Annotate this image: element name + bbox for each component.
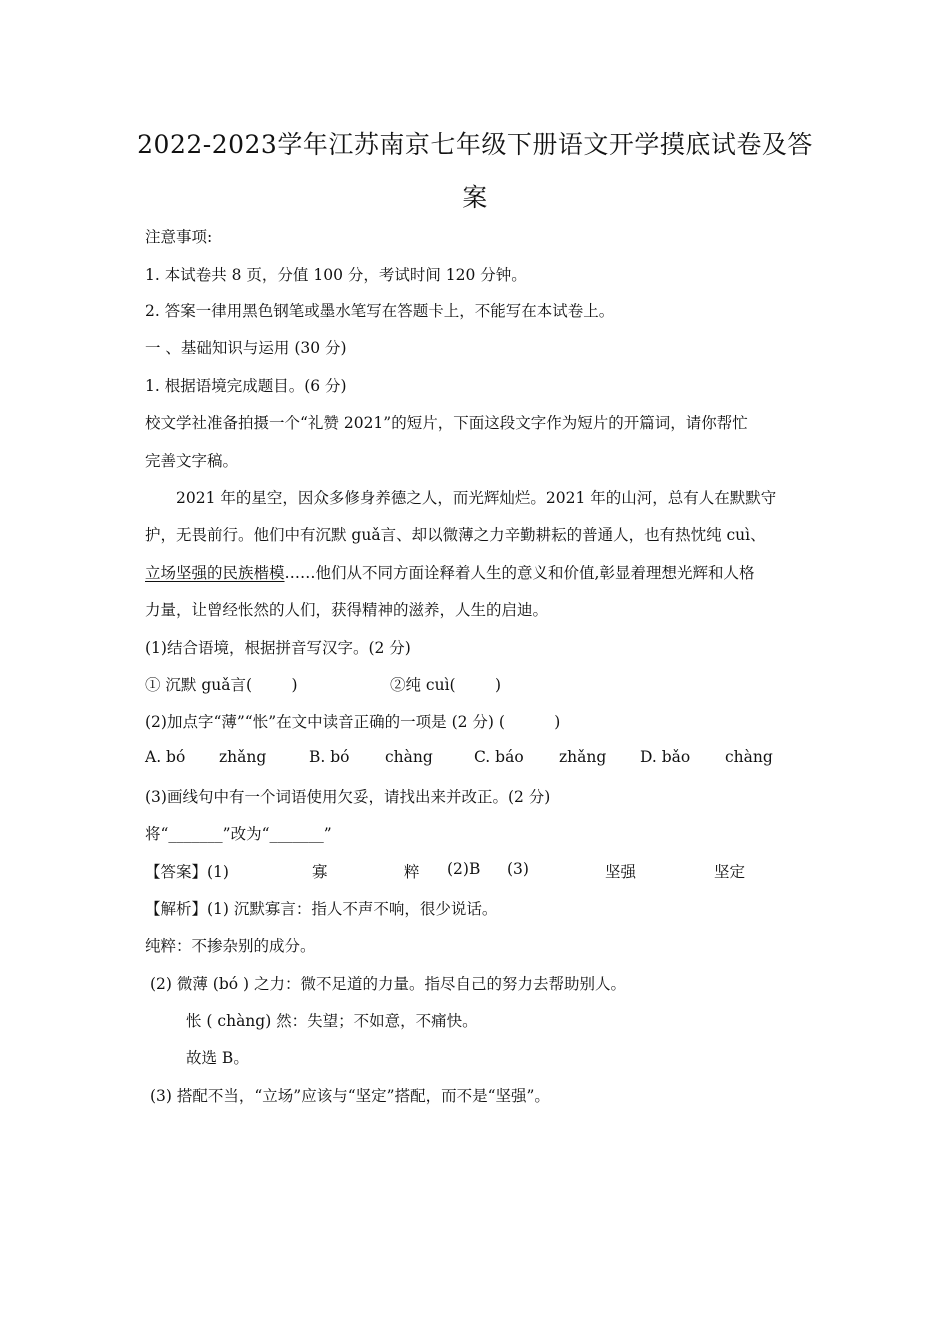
option-a-reading: zhǎng <box>219 748 267 766</box>
passage-line-2: 护，无畏前行。他们中有沉默 guǎ言、却以微薄之力辛勤耕耘的普通人，也有热忱纯 cuì、 <box>145 526 766 544</box>
subquestion-2: (2)加点字“薄”“怅”在文中读音正确的一项是 (2 分) ( ) <box>145 713 561 731</box>
option-d-label: D. bǎo <box>640 748 691 766</box>
analysis-line-4: 怅 ( chàng) 然：失望；不如意，不痛快。 <box>186 1012 478 1030</box>
subquestion-1: (1)结合语境，根据拼音写汉字。(2 分) <box>145 639 411 657</box>
question-1: 1. 根据语境完成题目。(6 分) <box>145 377 347 395</box>
option-b-label: B. bó <box>309 748 350 766</box>
subquestion-3-fill: 将“_______”改为“_______” <box>145 825 332 843</box>
document-title-line-1: 2022-2023学年江苏南京七年级下册语文开学摸底试卷及答 <box>137 130 813 159</box>
answer-3b: 坚定 <box>714 863 746 881</box>
subquestion-1-item-a: ① 沉默 guǎ言( ) <box>145 676 298 694</box>
passage-line-3-rest: ……他们从不同方面诠释着人生的意义和价值,彰显着理想光辉和人格 <box>284 564 755 582</box>
option-a-label: A. bó <box>145 748 186 766</box>
passage-line-1: 2021 年的星空，因众多修身养德之人，而光辉灿烂。2021 年的山河，总有人在默默守 <box>176 489 777 507</box>
passage-line-4: 力量，让曾经怅然的人们，获得精神的滋养，人生的启迪。 <box>145 601 549 619</box>
notes-header: 注意事项: <box>145 228 213 246</box>
passage-line-3 <box>145 561 754 583</box>
option-c-label: C. báo <box>474 748 524 766</box>
option-b-reading: chàng <box>385 748 433 766</box>
analysis-line-3: (2) 微薄 (bó ) 之力：微不足道的力量。指尽自己的努力去帮助别人。 <box>150 975 627 993</box>
intro-line-2: 完善文字稿。 <box>145 452 239 470</box>
answer-3: (3) <box>507 860 529 878</box>
answer-1b: 粹 <box>404 863 420 881</box>
answer-label: 【答案】(1) <box>145 863 229 881</box>
option-c-reading: zhǎng <box>559 748 607 766</box>
subquestion-3: (3)画线句中有一个词语使用欠妥，请找出来并改正。(2 分) <box>145 788 551 806</box>
note-1: 1. 本试卷共 8 页，分值 100 分，考试时间 120 分钟。 <box>145 266 527 284</box>
option-d-reading: chàng <box>725 748 773 766</box>
note-2: 2. 答案一律用黑色钢笔或墨水笔写在答题卡上，不能写在本试卷上。 <box>145 302 615 320</box>
analysis-line-2: 纯粹：不掺杂别的成分。 <box>145 937 316 955</box>
underlined-phrase: 立场坚强的民族楷模 <box>145 564 285 582</box>
section-heading: 一 、基础知识与运用 (30 分) <box>145 339 347 357</box>
subquestion-1-item-b: ②纯 cuì( ) <box>390 676 502 694</box>
answer-2: (2)B <box>447 860 481 878</box>
answer-3a: 坚强 <box>605 863 637 881</box>
intro-line-1: 校文学社准备拍摄一个“礼赞 2021”的短片，下面这段文字作为短片的开篇词，请你帮忙 <box>145 414 748 432</box>
analysis-line-5: 故选 B。 <box>186 1049 249 1067</box>
analysis-line-1: 【解析】(1) 沉默寡言：指人不声不响，很少说话。 <box>145 900 498 918</box>
analysis-line-6: (3) 搭配不当，“立场”应该与“坚定”搭配，而不是“坚强”。 <box>150 1087 550 1105</box>
answer-1a: 寡 <box>312 863 328 881</box>
document-title-line-2: 案 <box>462 183 488 212</box>
